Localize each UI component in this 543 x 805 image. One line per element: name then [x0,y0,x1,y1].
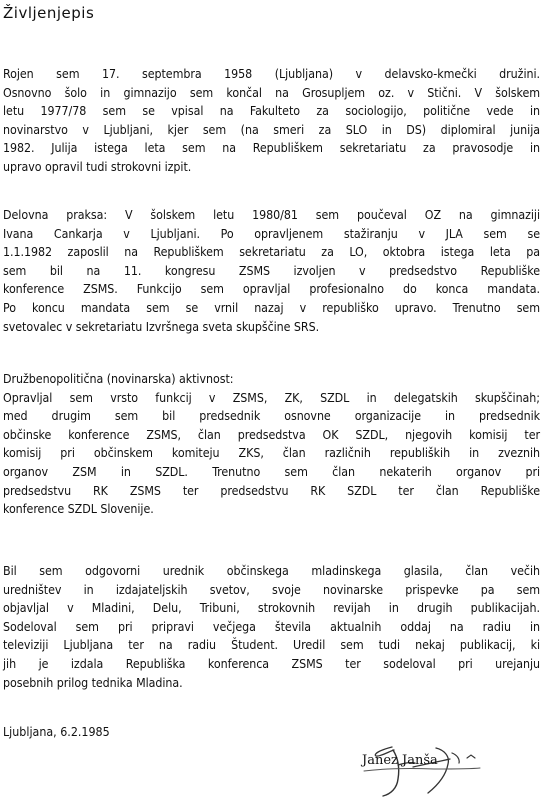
text-line: organov ZSM in SZDL. Trenutno sem član nekaterih organov pri [3,464,540,479]
paragraph-birth-education [3,65,540,177]
text-line: objavljal v Mladini, Delu, Tribuni, strokovnih revijah in drugih publikacijah. [3,601,540,616]
paragraph-sociopolitical-activity [3,370,540,519]
text-line: 1.1.1982 zaposlil na Republiškem sekretariatu za LO, oktobra istega leta pa [3,245,540,260]
text-line: predsedstvu RK ZSMS ter predsedstvu RK SZDL ter član Republiške [3,483,540,498]
text-line: Osnovno šolo in gimnazijo sem končal na Grosupljem oz. v Stični. V šolskem [3,85,540,100]
text-line: Ivana Cankarja v Ljubljani. Po opravljenem stažiranju v JLA sem se [3,226,540,241]
signature-drawing [340,740,500,802]
text-line: Opravljal sem vrsto funkcij v ZSMS, ZK, SZDL in delegatskih skupščinah; [3,390,540,405]
text-line: svetovalec v sekretariatu Izvršnega sveta skupščine SRS. [3,319,320,334]
text-line: občinske konference ZSMS, član predsedstva OK SZDL, njegovih komisij ter [3,427,540,442]
text-line: Družbenopolitična (novinarska) aktivnost: [3,372,234,386]
text-line: komisij pri občinskem komiteju ZKS, član različnih republiških in zveznih [3,446,540,461]
text-line: Sodeloval sem pri pripravi večjega števila aktualnih oddaj na radiu in [3,619,540,634]
text-line: Po koncu mandata sem se vrnil nazaj v republiško upravo. Trenutno sem [3,300,540,315]
handwritten-signature [340,740,500,802]
text-line: med drugim sem bil predsednik osnovne organizacije in predsednik [3,409,540,424]
document-title: Življenjepis [3,4,95,22]
text-line: upravo opravil tudi strokovni izpit. [3,159,192,174]
text-line: sem bil na 11. kongresu ZSMS izvoljen v predsedstvo Republiške [3,263,540,278]
text-line: Bil sem odgovorni urednik občinskega mladinskega glasila, član večih [3,564,540,578]
text-line: uredništev in izdajateljskih svetov, svoje novinarske prispevke pa sem [3,582,540,597]
text-line: 1982. Julija istega leta sem na Republiškem sekretariatu za pravosodje in [3,141,540,156]
text-line: letu 1977/78 sem se vpisal na Fakulteto za sociologijo, politične vede in [3,104,540,119]
text-line: posebnih prilog tednika Mladina. [3,675,183,690]
paragraph-work-practice [3,206,540,336]
text-line: novinarstvo v Ljubljani, kjer sem (na smeri za SLO in DS) diplomiral junija [3,122,540,137]
date-line: Ljubljana, 6.2.1985 [3,725,110,739]
paragraph-editorial-work [3,562,540,692]
text-line: Delovna praksa: V šolskem letu 1980/81 sem poučeval OZ na gimnaziji [3,208,540,222]
text-line: konference ZSMS. Funkcijo sem opravljal profesionalno do konca mandata. [3,282,540,297]
text-line: Rojen sem 17. septembra 1958 (Ljubljana) v delavsko-kmečki družini. [3,67,540,81]
signature-name-text: Janez Janša [362,753,438,768]
text-line: konference SZDL Slovenije. [3,502,154,517]
text-line: televiziji Ljubljana ter na radiu Študent. Uredil sem tudi nekaj publikacij, ki [3,638,540,653]
text-line: jih je izdala Republiška konferenca ZSMS ter sodeloval pri urejanju [3,656,540,671]
